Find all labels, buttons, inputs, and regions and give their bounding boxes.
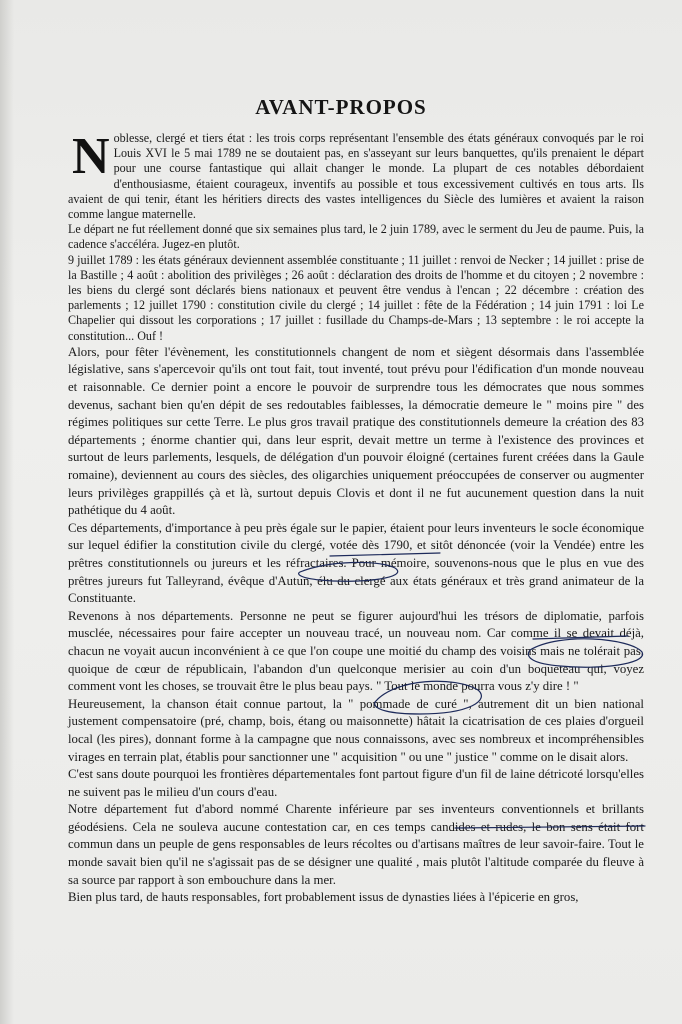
paragraph-3: 9 juillet 1789 : les états généraux deviennent assemblée constituante ; 11 juillet : renvoi de Necker ; 14 juillet : prise de la Bastille ; 4 août : abolition des privilèges ; 26 août : déclaration des droits de l'homme et du citoyen ; 2 novembre : les biens du clergé sont déclarés biens nationaux et peuvent être vendus à l'encan ; 22 décembre : création des parlements ; 12 juillet 1790 : constitution civile du clergé ; 14 juillet : fête de la Fédération ; 14 juin 1791 : loi Le Chapelier qui dissout les corporations ; 17 juillet : fusillade du Champs-de-Mars ; 13 septembre : le roi accepte la constitution... Ouf !	[68, 252, 644, 343]
paragraph-8: C'est sans doute pourquoi les frontières départementales font partout figure d'un fil de laine détricoté lorsqu'elles ne suivent pas le milieu d'un cours d'eau.	[68, 767, 644, 799]
lower-text-block	[68, 344, 644, 907]
paragraph-1-text: oblesse, clergé et tiers état : les trois corps représentant l'ensemble des états généraux convoqués par le roi Louis XVI le 5 mai 1789 ne se doutaient pas, en s'asseyant sur leurs banquettes, qu'ils prenaient le départ pour une course fantastique qui allait changer le monde. La plupart de ces notables débordaient d'enthousiasme, étaient courageux, inventifs au possible et tous excessivement cultivés en tous arts. Ils avaient de qui tenir, étant les héritiers directs des vastes intelligences du Siècle des lumières et avaient la raison comme langue maternelle.	[68, 131, 644, 222]
page-edge-shadow	[0, 0, 14, 1024]
paragraph-10: Bien plus tard, de hauts responsables, fort probablement issus de dynasties liées à l'épicerie en gros,	[68, 890, 579, 905]
paragraph-6: Revenons à nos départements. Personne ne peut se figurer aujourd'hui les trésors de diplomatie, parfois musclée, nécessaires pour faire accepter un nouveau tracé, un nouveau nom. Car comme il se devait déjà, chacun ne voyait aucun inconvénient à ce que l'on coupe une moitié du champ des voisins mais ne tolérait pas, quoique de cœur de républicain, l'abandon d'un quelconque merisier au coin d'un boqueteau qui, voyez comment vont les choses, se trouvait être le plus beau pays. " Tout le monde pourra vous z'y dire ! "	[68, 608, 644, 694]
paragraph-9: Notre département fut d'abord nommé Charente inférieure par ses inventeurs conventionnels et brillants géodésiens. Cela ne souleva aucune contestation car, en ces temps candides et rudes, le bon sens était fort commun dans un peuple de gens responsables de leurs récoltes ou d'artisans maîtres de leur savoir-faire. Tout le monde savait bien qu'il ne s'agissait pas de se désigner une qualité , mais plutôt l'altitude comparée du fleuve à sa source par rapport à son embouchure dans la mer.	[68, 802, 644, 887]
paragraph-5: Ces départements, d'importance à peu près égale sur le papier, étaient pour leurs inventeurs le socle économique sur lequel édifier la constitution civile du clergé, votée dès 1790, et sitôt dénoncée (voir la Vendée) entre les prêtres constitutionnels ou jureurs et les réfractaires. Pour mémoire, souvenons-nous que le plus en vue des prêtres jureurs fut Talleyrand, évêque d'Autun, élu du clergé aux états généraux et très grand animateur de la Constituante.	[68, 520, 644, 606]
page-title: AVANT-PROPOS	[255, 95, 427, 119]
paragraph-7: Heureusement, la chanson était connue partout, la " pommade de curé ", autrement dit un bien national justement compensatoire (pré, champ, bois, étang ou maisonnette) hâtait la cicatrisation de ces plaies d'orgueil local (les pires), donnant forme à la campagne que nous connaissons, avec ses nombreux et incompréhensibles virages en terrain plat, établis pour sanctionner une " acquisition " ou une " justice " comme on le disait alors.	[68, 696, 644, 764]
paragraph-1	[68, 128, 644, 222]
body-text	[68, 128, 644, 907]
paragraph-4: Alors, pour fêter l'évènement, les constitutionnels changent de nom et siègent désormais dans l'assemblée législative, sans s'apercevoir qu'ils ont tout fait, tout inventé, tout prévu pour l'édification d'un monde nouveau et raisonnable. Ce dernier point a encore le pouvoir de surprendre tous les démocrates que nous sommes devenus, sachant bien qu'en dépit de ses redoutables faiblesses, la démocratie demeure le " moins pire " des régimes politiques sur cette Terre. Le plus gros travail pratique des constitutionnels demeure la création des 83 départements ; énorme chantier qui, dans leur esprit, devait mettre un terme à l'existence des provinces et surtout de leurs parlements, lesquels, de délégation d'un pouvoir éloigné (certaines furent créées dans la Gaule romaine), deviennent au cours des siècles, des oligarchies uniquement préoccupées de conserver ou augmenter leurs privilèges grappillés çà et là, surtout depuis Clovis et dont il ne fut aucunement question dans la nuit pathétique du 4 août.	[68, 344, 644, 518]
paragraph-2: Le départ ne fut réellement donné que six semaines plus tard, le 2 juin 1789, avec le serment du Jeu de paume. Puis, la cadence s'accéléra. Jugez-en plutôt.	[68, 222, 644, 252]
drop-cap: N	[72, 128, 110, 185]
